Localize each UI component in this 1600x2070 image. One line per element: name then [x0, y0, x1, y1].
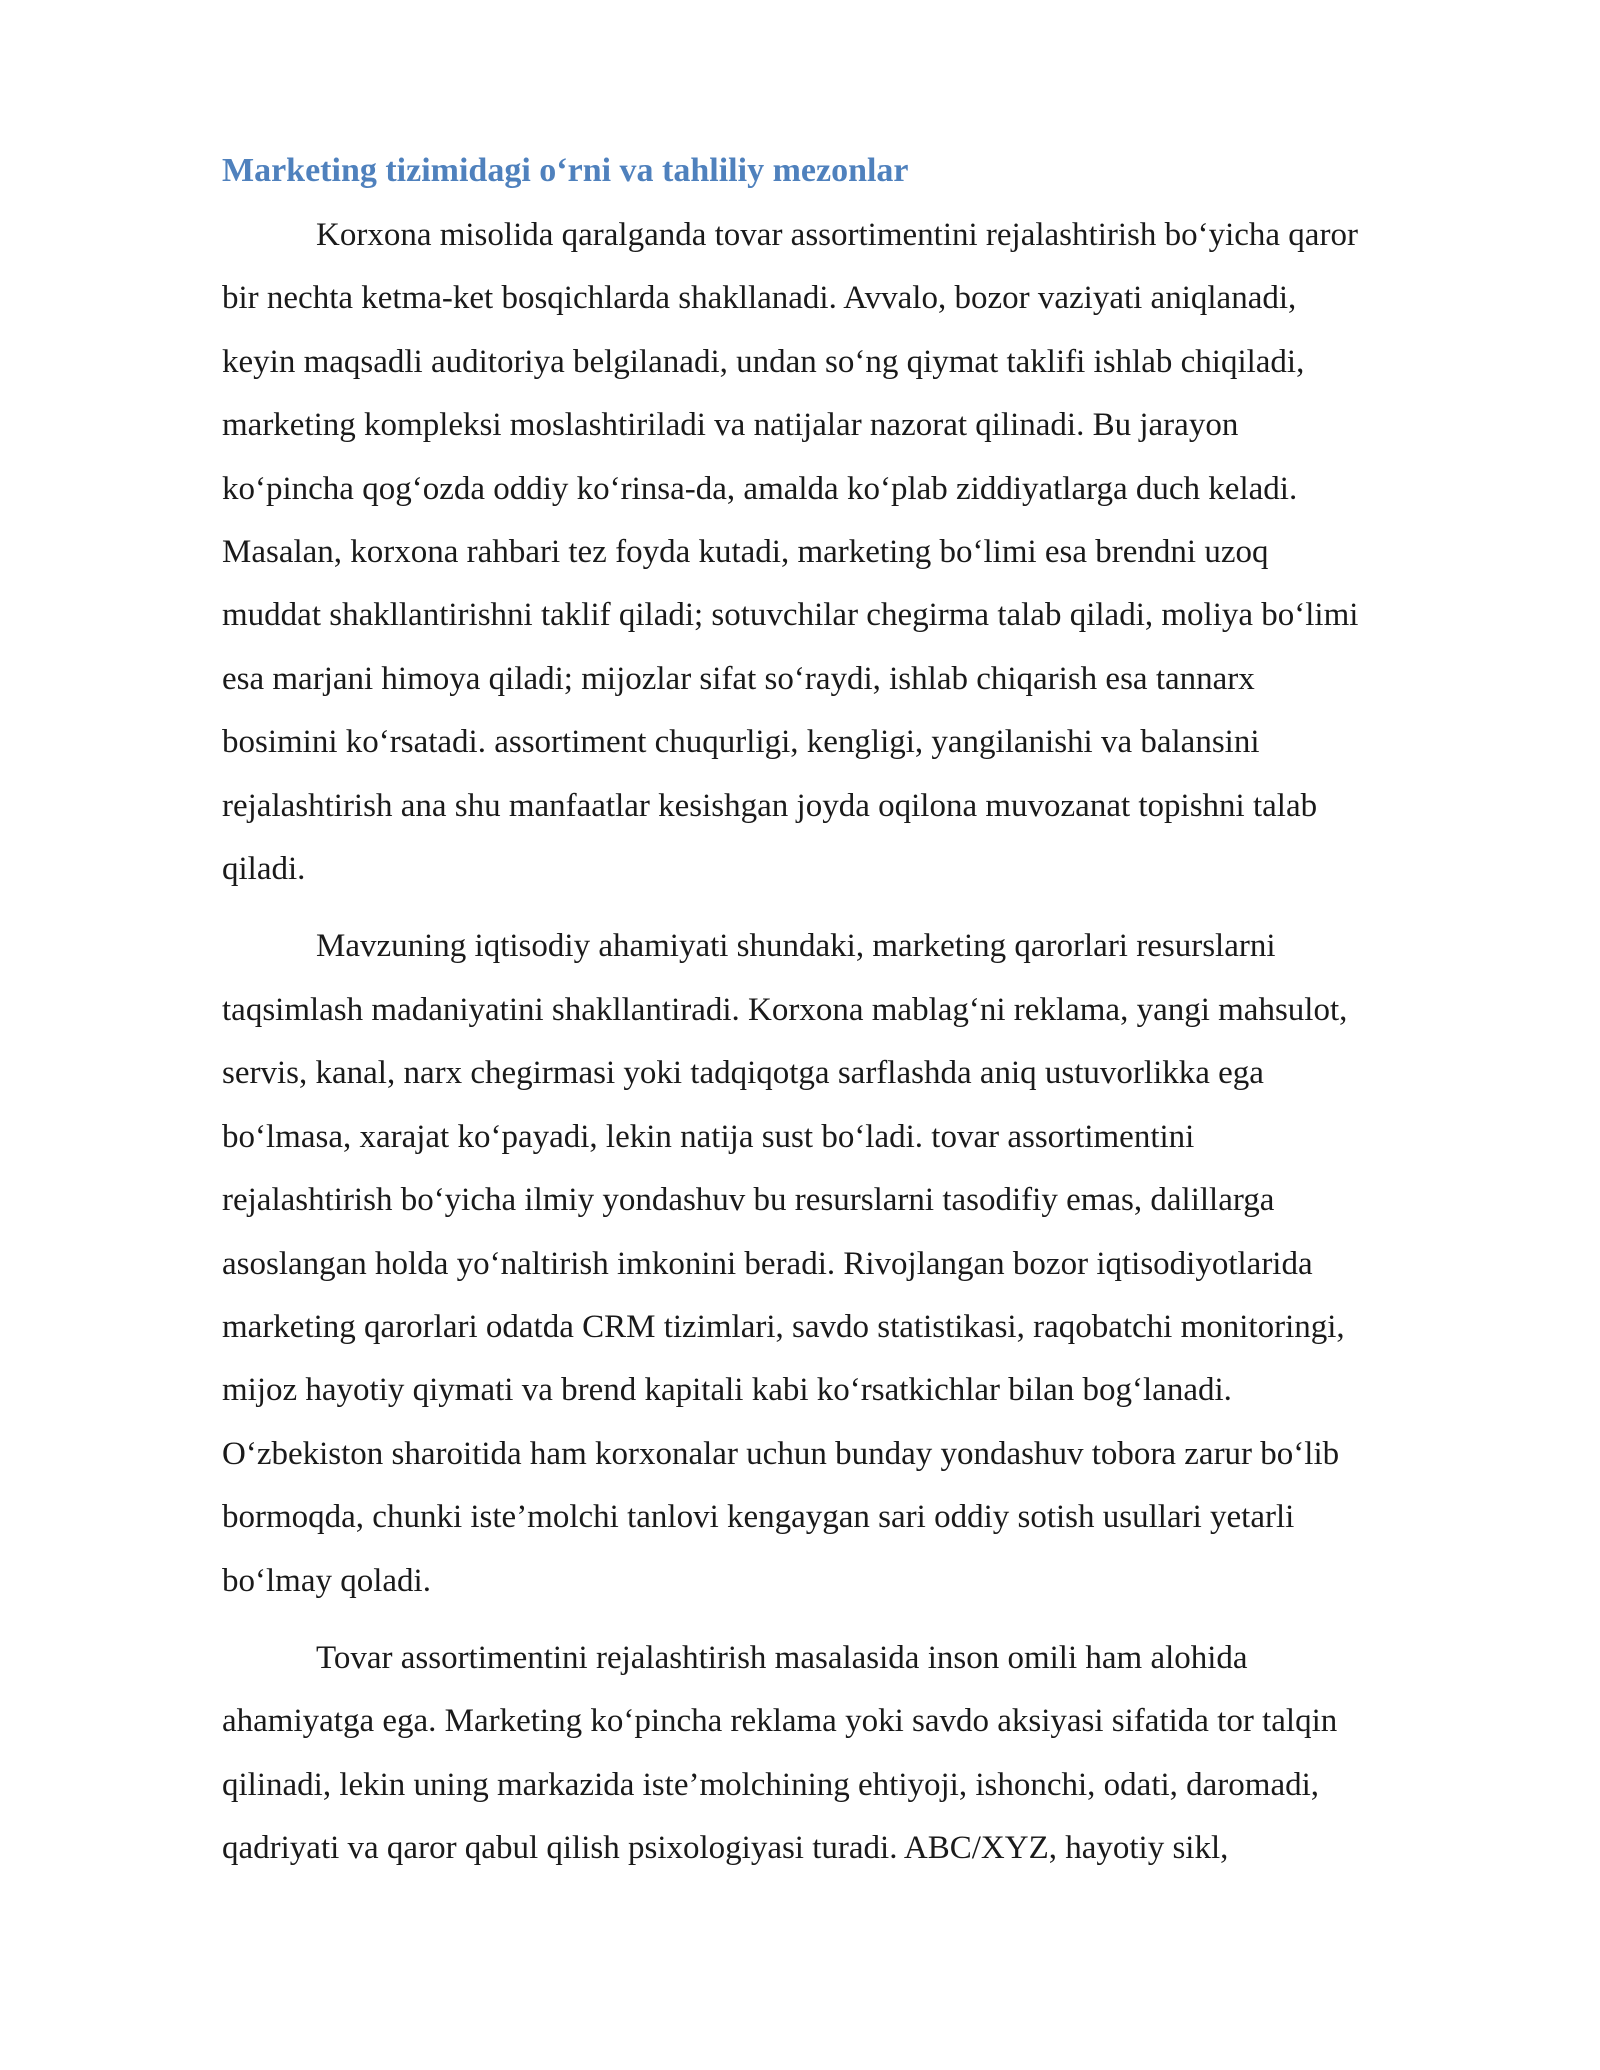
document-body [222, 146, 1484, 1895]
paragraph-1 [222, 204, 1484, 901]
section-heading: Marketing tizimidagi oʻrni va tahliliy mezonlar [222, 152, 909, 189]
text-line: bormoqda, chunki iste’molchi tanlovi kengaygan sari oddiy sotish usullari yetarli [222, 1499, 1295, 1536]
text-line: servis, kanal, narx chegirmasi yoki tadqiqotga sarflashda aniq ustuvorlikka ega [222, 1055, 1264, 1092]
text-line: koʻpincha qogʻozda oddiy koʻrinsa-da, amalda koʻplab ziddiyatlarga duch keladi. [222, 470, 1298, 507]
text-line: boʻlmay qoladi. [222, 1562, 431, 1599]
text-line: boʻlmasa, xarajat koʻpayadi, lekin natija sust boʻladi. tovar assortimentini [222, 1118, 1195, 1155]
text-line: Tovar assortimentini rejalashtirish masalasida inson omili ham alohida [316, 1639, 1248, 1676]
text-line: rejalashtirish boʻyicha ilmiy yondashuv bu resurslarni tasodifiy emas, dalillarga [222, 1182, 1275, 1219]
text-line: muddat shakllantirishni taklif qiladi; sotuvchilar chegirma talab qiladi, moliya boʻlimi [222, 597, 1359, 634]
text-line: bir nechta ketma-ket bosqichlarda shakllanadi. Avvalo, bozor vaziyati aniqlanadi, [222, 280, 1297, 317]
text-line: qiladi. [222, 851, 306, 888]
text-line: taqsimlash madaniyatini shakllantiradi. Korxona mablagʻni reklama, yangi mahsulot, [222, 991, 1348, 1028]
paragraph-3 [222, 1627, 1484, 1881]
text-line: Mavzuning iqtisodiy ahamiyati shundaki, marketing qarorlari resurslarni [316, 928, 1276, 965]
text-line: ahamiyatga ega. Marketing koʻpincha reklama yoki savdo aksiyasi sifatida tor talqin [222, 1703, 1338, 1740]
text-line: rejalashtirish ana shu manfaatlar kesishgan joyda oqilona muvozanat topishni talab [222, 787, 1318, 824]
text-line: esa marjani himoya qiladi; mijozlar sifat soʻraydi, ishlab chiqarish esa tannarx [222, 660, 1255, 697]
text-line: bosimini koʻrsatadi. assortiment chuqurligi, kengligi, yangilanishi va balansini [222, 724, 1260, 761]
text-line: qadriyati va qaror qabul qilish psixologiyasi turadi. ABC/XYZ, hayotiy sikl, [222, 1830, 1229, 1867]
text-line: asoslangan holda yoʻnaltirish imkonini beradi. Rivojlangan bozor iqtisodiyotlarida [222, 1245, 1313, 1282]
text-line: keyin maqsadli auditoriya belgilanadi, undan soʻng qiymat taklifi ishlab chiqiladi, [222, 343, 1305, 380]
text-line: Korxona misolida qaralganda tovar assortimentini rejalashtirish boʻyicha qaror [316, 217, 1358, 253]
text-line: marketing qarorlari odatda CRM tizimlari, savdo statistikasi, raqobatchi monitoringi, [222, 1308, 1345, 1345]
text-line: Oʻzbekiston sharoitida ham korxonalar uchun bunday yondashuv tobora zarur boʻlib [222, 1435, 1340, 1472]
text-line: marketing kompleksi moslashtiriladi va natijalar nazorat qilinadi. Bu jarayon [222, 407, 1239, 444]
text-line: Masalan, korxona rahbari tez foyda kutadi, marketing boʻlimi esa brendni uzoq [222, 534, 1269, 571]
text-line: mijoz hayotiy qiymati va brend kapitali kabi koʻrsatkichlar bilan bogʻlanadi. [222, 1372, 1232, 1409]
paragraph-2 [222, 915, 1484, 1612]
text-line: qilinadi, lekin uning markazida iste’molchining ehtiyoji, ishonchi, odati, daromadi, [222, 1766, 1320, 1803]
